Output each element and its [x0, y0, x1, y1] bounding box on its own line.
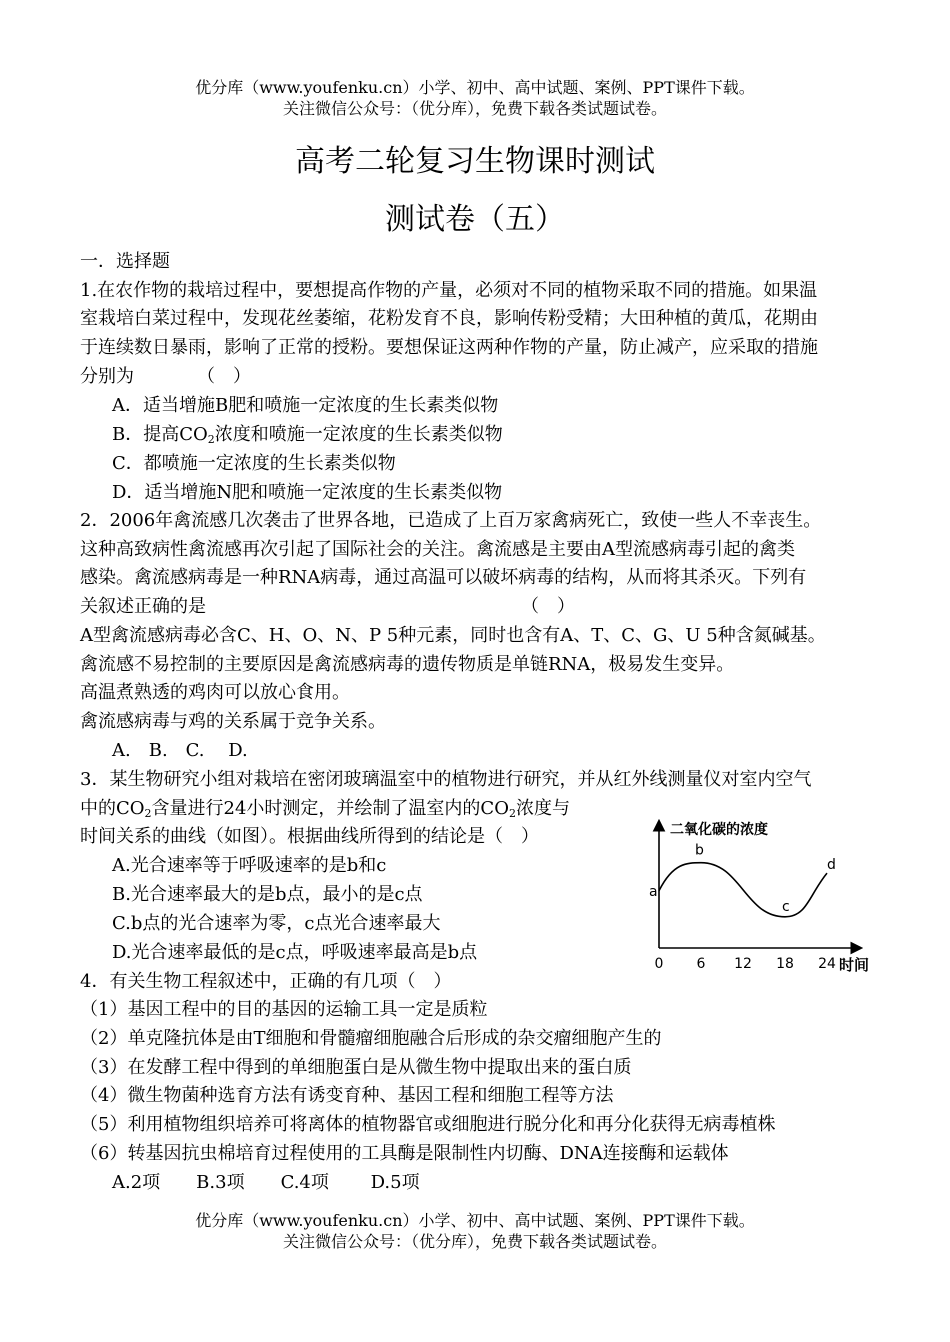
- x-tick-label: 18: [776, 956, 794, 972]
- q2-line: 2．2006年禽流感几次袭击了世界各地，已造成了上百万家禽病死亡，致使一些人不幸丧生。: [80, 510, 822, 531]
- point-label-a: a: [649, 883, 658, 900]
- q1-line: 于连续数日暴雨，影响了正常的授粉。要想保证这两种作物的产量，防止减产，应采取的措施: [80, 337, 818, 358]
- q2-line: 感染。禽流感病毒是一种RNA病毒，通过高温可以破坏病毒的结构，从而将其杀灭。下列有: [80, 567, 807, 588]
- footer-line-1: 优分库（www.youfenku.cn）小学、初中、高中试题、案例、PPT课件下载。: [195, 1211, 755, 1230]
- q3-option-b: B.光合速率最大的是b点，最小的是c点: [112, 884, 423, 905]
- point-label-b: b: [695, 842, 704, 859]
- q4-item: （6）转基因抗虫棉培育过程使用的工具酶是限制性内切酶、DNA连接酶和运载体: [80, 1143, 729, 1164]
- q1-line: 分别为 （ ）: [80, 366, 251, 387]
- section-heading: 一．选择题: [80, 251, 170, 272]
- q4-item: （5）利用植物组织培养可将离体的植物器官或细胞进行脱分化和再分化获得无病毒植株: [80, 1114, 776, 1135]
- q1-option-b: B．提高$CO_2$浓度和喷施一定浓度的生长素类似物: [112, 424, 503, 446]
- point-label-d: d: [827, 857, 836, 874]
- footer-line-2: 关注微信公众号：（优分库），免费下载各类试题试卷。: [282, 1232, 667, 1251]
- q3-option-d: D.光合速率最低的是c点，呼吸速率最高是b点: [112, 942, 478, 963]
- x-tick-label: 12: [734, 956, 752, 972]
- header-line-1: 优分库（www.youfenku.cn）小学、初中、高中试题、案例、PPT课件下载。: [195, 78, 755, 97]
- co2-concentration-chart: [640, 814, 880, 974]
- x-tick-label: 6: [696, 956, 706, 972]
- q2-statement: 禽流感病毒与鸡的关系属于竞争关系。: [80, 711, 386, 732]
- q3-line: 3．某生物研究小组对栽培在密闭玻璃温室中的植物进行研究，并从红外线测量仪对室内空气: [80, 769, 812, 790]
- q3-option-c: C.b点的光合速率为零，c点光合速率最大: [112, 913, 441, 934]
- q4-item: （2）单克隆抗体是由T细胞和骨髓瘤细胞融合后形成的杂交瘤细胞产生的: [80, 1028, 662, 1049]
- page-title: 高考二轮复习生物课时测试: [295, 144, 655, 179]
- q1-option-a: A．适当增施B肥和喷施一定浓度的生长素类似物: [112, 395, 499, 416]
- q2-options: A. B. C. D.: [112, 740, 248, 761]
- q1-option-c: C．都喷施一定浓度的生长素类似物: [112, 453, 396, 474]
- header-line-2: 关注微信公众号：（优分库），免费下载各类试题试卷。: [282, 99, 667, 118]
- q2-statement: A型禽流感病毒必含C、H、O、N、P 5种元素，同时也含有A、T、C、G、U 5种含氮碱基。: [80, 625, 826, 646]
- q2-statement: 禽流感不易控制的主要原因是禽流感病毒的遗传物质是单链RNA，极易发生变异。: [80, 654, 735, 675]
- q1-line: 室栽培白菜过程中，发现花丝萎缩，花粉发育不良，影响传粉受精；大田种植的黄瓜，花期由: [80, 308, 818, 329]
- q4-item: （1）基因工程中的目的基因的运输工具一定是质粒: [80, 999, 488, 1020]
- q3-option-a: A.光合速率等于呼吸速率的是b和c: [112, 855, 387, 876]
- q1-line: 1.在农作物的栽培过程中，要想提高作物的产量，必须对不同的植物采取不同的措施。如果温: [80, 280, 818, 301]
- q4-item: （4）微生物菌种选育方法有诱变育种、基因工程和细胞工程等方法: [80, 1085, 614, 1106]
- q2-statement: 高温煮熟透的鸡肉可以放心食用。: [80, 682, 350, 703]
- q3-line: 中的$CO_2$含量进行24小时测定，并绘制了温室内的$CO_2$浓度与: [80, 798, 570, 820]
- x-tick-label: 24: [818, 956, 836, 972]
- q3-line: 时间关系的曲线（如图）。根据曲线所得到的结论是（ ）: [80, 826, 539, 847]
- x-axis-label: 时间: [839, 956, 870, 974]
- page-subtitle: 测试卷（五）: [385, 202, 565, 237]
- co2-curve: [659, 863, 827, 917]
- q2-line: 关叙述正确的是 （ ）: [80, 596, 575, 617]
- point-label-c: c: [782, 898, 790, 915]
- y-axis-label: 二氧化碳的浓度: [670, 822, 768, 838]
- x-tick-label: 0: [654, 956, 664, 972]
- q4-stem: 4．有关生物工程叙述中，正确的有几项（ ）: [80, 971, 452, 992]
- q4-options: A.2项 B.3项 C.4项 D.5项: [112, 1172, 420, 1193]
- q1-option-d: D．适当增施N肥和喷施一定浓度的生长素类似物: [112, 482, 503, 503]
- q2-line: 这种高致病性禽流感再次引起了国际社会的关注。禽流感是主要由A型流感病毒引起的禽类: [80, 539, 795, 560]
- q4-item: （3）在发酵工程中得到的单细胞蛋白是从微生物中提取出来的蛋白质: [80, 1057, 632, 1078]
